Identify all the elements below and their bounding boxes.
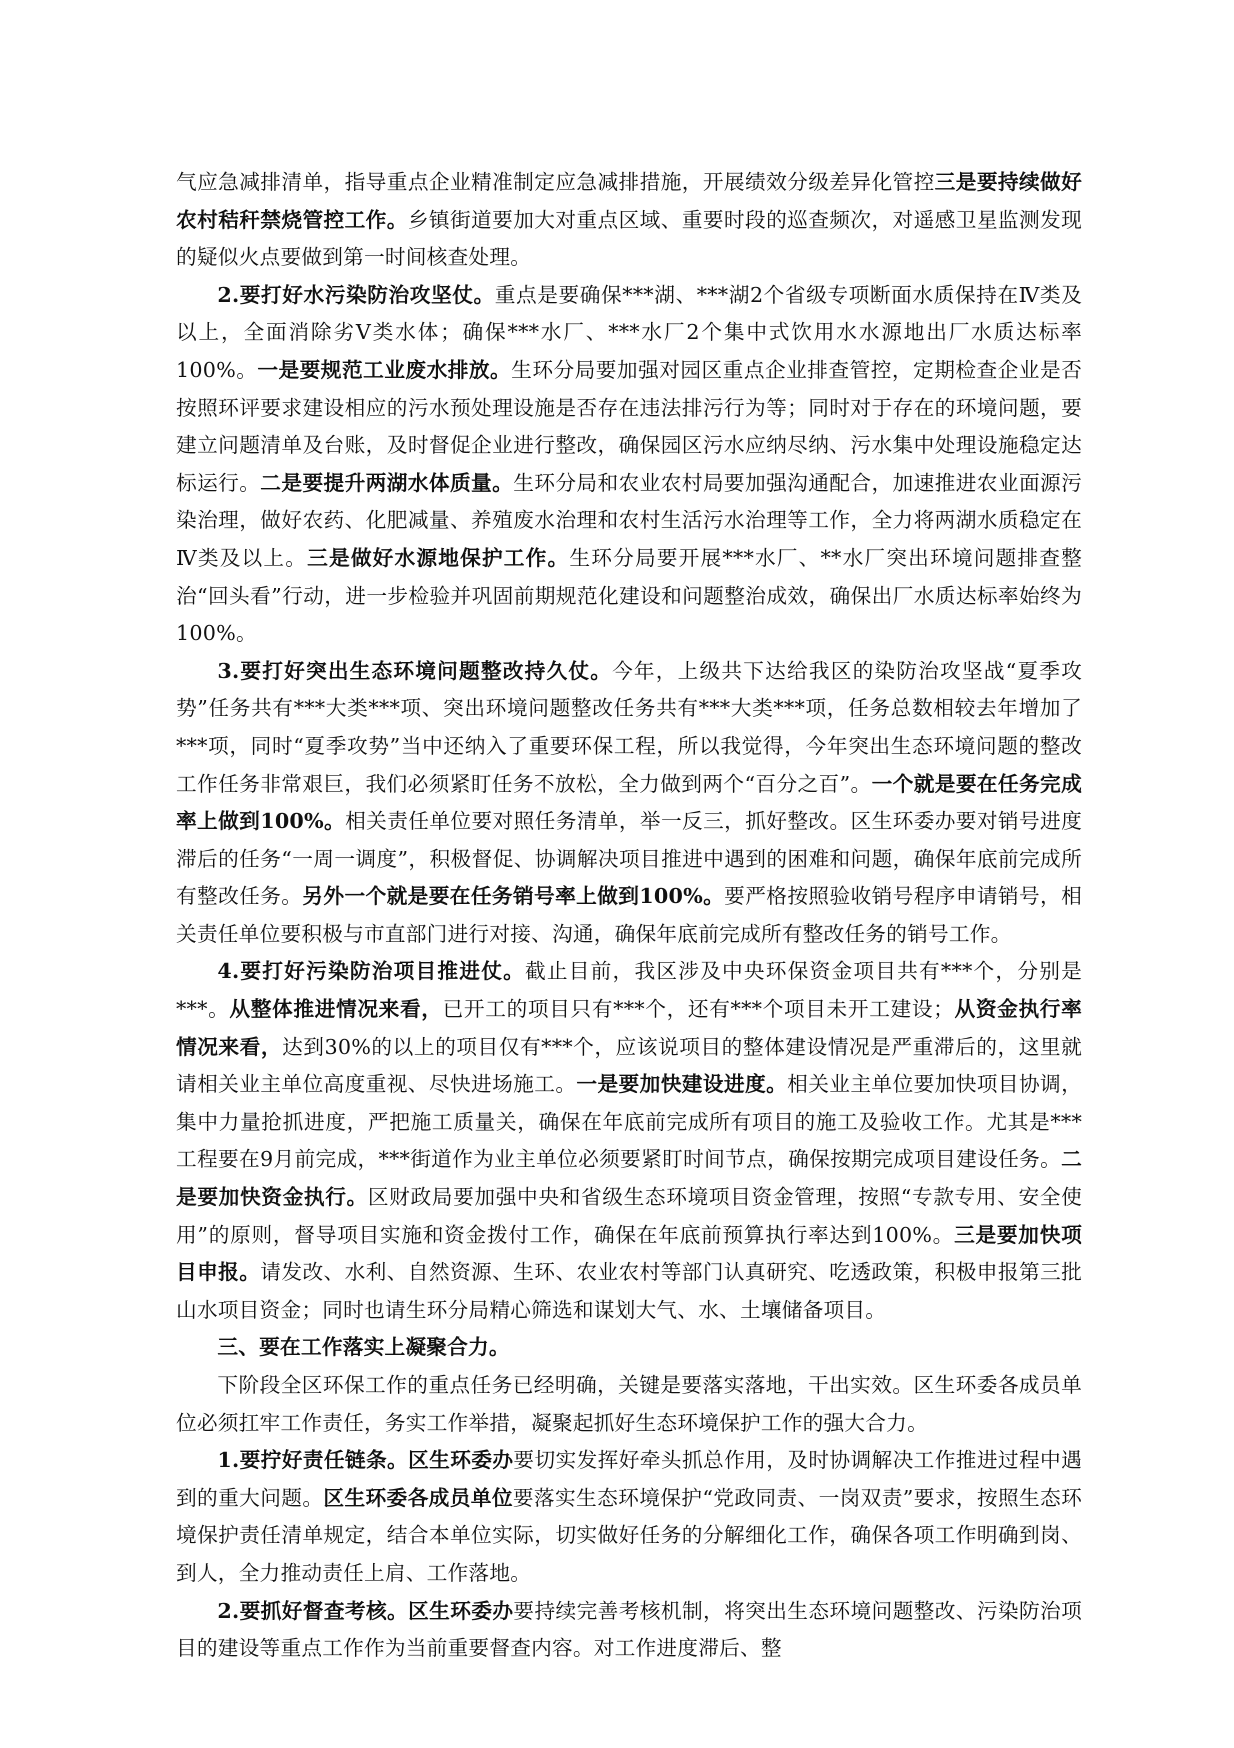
paragraph-air-pollution-continued [176,164,1082,277]
section-heading-rectification: 3.要打好突出生态环境问题整改持久仗。 [217,658,613,683]
text-run: 达到30%的以上的项目仅有***个，应该说项目的整体建设情况是严重滞后的，这里就请相关业主单位高度重视、尽快进场施工。 [176,1034,1082,1097]
bold-heading-fund-execution-rate: 从资金执行率情况来看， [176,997,1082,1059]
text-run: 相关业主单位要加快项目协调，集中力量抢抓进度，严把施工质量关，确保在年底前完成所有项目的施工及验收工作。尤其是***工程要在9月前完成，***街道作为业主单位必须要紧盯时间节点，确保按期完成项目建设任务。 [176,1072,1082,1172]
bold-heading-completion-rate: 一个就是要在任务完成率上做到100%。 [176,771,1082,834]
section-heading-water-pollution: 2.要打好水污染防治攻坚仗。 [217,282,495,307]
bold-label-committee-office: 区生环委办 [408,1598,514,1623]
text-run: 区财政局要加强中央和省级生态环境项目资金管理，按照“专款专用、安全使用”的原则，督导项目实施和资金拨付工作，确保在年底前预算执行率达到100%。 [176,1185,1082,1247]
paragraph-rectification [176,653,1082,954]
text-run: 气应急减排清单，指导重点企业精准制定应急减排措施，开展绩效分级差异化管控 [176,170,935,194]
section-heading-responsibility-chain: 1.要拧好责任链条。 [217,1448,409,1473]
text-run: 要落实生态环境保护“党政同责、一岗双责”要求，按照生态环境保护责任清单规定，结合本单位实际，切实做好任务的分解细化工作，确保各项工作明确到岗、到人，全力推动责任上肩、工作落地。 [176,1485,1082,1585]
text-run: 请发改、水利、自然资源、生环、农业农村等部门认真研究、吃透政策，积极申报第三批山水项目资金；同时也请生环分局精心筛选和谋划大气、水、土壤储备项目。 [176,1260,1082,1322]
paragraph-part-three-heading [176,1329,1082,1367]
bold-heading-project-application: 三是要加快项目申报。 [176,1222,1083,1285]
section-heading-projects: 4.要打好污染防治项目推进仗。 [217,959,525,984]
document-page [176,164,1082,1668]
bold-label-committee-members: 区生环委各成员单位 [323,1485,513,1510]
paragraph-projects [176,953,1082,1329]
bold-heading-industrial-wastewater: 一是要规范工业废水排放。 [257,357,512,382]
bold-label-committee-office: 区生环委办 [408,1448,514,1473]
text-run: 要切实发挥好牵头抓总作用，及时协调解决工作推进过程中遇到的重大问题。 [176,1448,1082,1510]
text-run: 已开工的项目只有***个，还有***个项目未开工建设； [442,997,955,1022]
bold-heading-overall-progress: 从整体推进情况来看， [229,997,443,1022]
text-run: 生环分局要开展***水厂、**水厂突出环境问题排查整治“回头看”行动，进一步检验并巩固前期规范化建设和问题整治成效，确保出厂水质达标率始终为100%。 [176,545,1083,646]
bold-heading-water-source-protection: 三是做好水源地保护工作。 [307,545,570,570]
text-run: 要严格按照验收销号程序申请销号，相关责任单位要积极与市直部门进行对接、沟通，确保年底前完成所有整改任务的销号工作。 [176,884,1082,946]
text-run: 乡镇街道要加大对重点区域、重要时段的巡查频次，对遥感卫星监测发现的疑似火点要做到第一时间核查处理。 [176,207,1083,270]
text-run: 生环分局和农业农村局要加强沟通配合，加速推进农业面源污染治理，做好农药、化肥减量、养殖废水治理和农村生活污水治理等工作，全力将两湖水质稳定在Ⅳ类及以上。 [176,470,1082,570]
bold-heading-construction-progress: 一是要加快建设进度。 [576,1072,788,1097]
text-run: 相关责任单位要对照任务清单，举一反三，抓好整改。区生环委办要对销号进度滞后的任务“一周一调度”，积极督促、协调解决项目推进中遇到的困难和问题，确保年底前完成所有整改任务。 [176,809,1082,909]
paragraph-responsibility-chain [176,1442,1082,1592]
text-run: 今年，上级共下达给我区的染防治攻坚战“夏季攻势”任务共有***大类***项、突出环境问题整改任务共有***大类***项，任务总数相较去年增加了***项，同时“夏季攻势”当中还纳入了重要环保工程，所以我觉得，今年突出生态环境问题的整改工作任务非常艰巨，我们必须紧盯任务不放松，全力做到两个“百分之百”。 [176,658,1082,796]
text-run: 重点是要确保***湖、***湖2个省级专项断面水质保持在Ⅳ类及以上，全面消除劣Ⅴ类水体；确保***水厂、***水厂2个集中式饮用水水源地出厂水质达标率100%。 [176,282,1083,382]
text-run: 要持续完善考核机制，将突出生态环境问题整改、污染防治项目的建设等重点工作作为当前重要督查内容。对工作进度滞后、整 [176,1598,1082,1661]
section-heading-supervision: 2.要抓好督查考核。 [217,1598,409,1623]
bold-heading-lake-water-quality: 二是要提升两湖水体质量。 [260,470,514,495]
text-run: 生环分局要加强对园区重点企业排查管控，定期检查企业是否按照环评要求建设相应的污水预处理设施是否存在违法排污行为等；同时对于存在的环境问题，要建立问题清单及台账，及时督促企业进行整改，确保园区污水应纳尽纳、污水集中处理设施稳定达标运行。 [176,357,1082,495]
text-run: 截止目前，我区涉及中央环保资金项目共有***个，分别是***。 [176,959,1082,1022]
bold-heading-closure-rate: 另外一个就是要在任务销号率上做到100%。 [302,884,725,909]
text-run: 下阶段全区环保工作的重点任务已经明确，关键是要落实落地，干出实效。区生环委各成员单位必须扛牢工作责任，务实工作举措，凝聚起抓好生态环境保护工作的强大合力。 [176,1373,1082,1435]
paragraph-supervision [176,1593,1082,1668]
bold-heading-fund-execution: 二是要加快资金执行。 [176,1147,1082,1210]
bold-heading-straw-burning: 三是要持续做好农村秸秆禁烧管控工作。 [176,170,1083,232]
part-three-heading: 三、要在工作落实上凝聚合力。 [217,1335,510,1360]
paragraph-water-pollution [176,277,1082,653]
paragraph-part-three-intro [176,1367,1082,1442]
